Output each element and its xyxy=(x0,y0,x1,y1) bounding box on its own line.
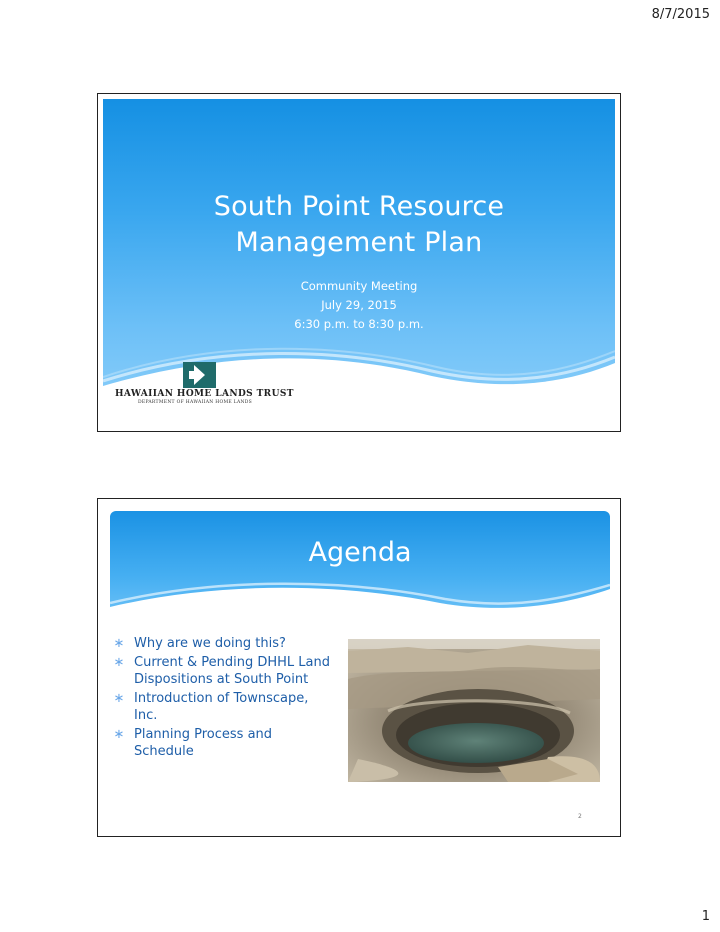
agenda-title: Agenda xyxy=(308,537,412,568)
agenda-header xyxy=(110,511,610,621)
slide-number: 2 xyxy=(578,813,582,820)
title-slide xyxy=(97,93,621,432)
asterisk-bullet-icon: ∗ xyxy=(113,727,125,742)
asterisk-bullet-icon: ∗ xyxy=(113,636,125,651)
list-item: ∗ Planning Process and Schedule xyxy=(104,726,332,760)
list-item: ∗ Why are we doing this? xyxy=(104,635,332,652)
slide-title xyxy=(103,189,615,261)
logo-subtext: DEPARTMENT OF HAWAIIAN HOME LANDS xyxy=(137,400,253,405)
page-date: 8/7/2015 xyxy=(651,7,710,22)
title-slide-background xyxy=(103,99,615,426)
subtitle-meeting: Community Meeting xyxy=(300,279,418,293)
list-item: ∗ Current & Pending DHHL Land Dispositions at South Point xyxy=(104,654,332,688)
agenda-slide xyxy=(97,498,621,837)
asterisk-bullet-icon: ∗ xyxy=(113,655,125,670)
subtitle-time: 6:30 p.m. to 8:30 p.m. xyxy=(294,317,424,331)
lava-sinkhole-photo xyxy=(348,639,600,782)
slide-title-line1: South Point Resource xyxy=(213,191,505,222)
page-number: 1 xyxy=(701,909,710,924)
hhl-trust-logo xyxy=(115,362,294,412)
wave-decoration xyxy=(110,581,610,621)
subtitle-date: July 29, 2015 xyxy=(321,298,397,312)
logo-mark-icon xyxy=(183,362,216,388)
logo-text: HAWAIIAN HOME LANDS TRUST xyxy=(115,389,294,399)
slide-title-line2: Management Plan xyxy=(235,227,483,258)
list-item: ∗ Introduction of Townscape, Inc. xyxy=(104,690,332,724)
agenda-list xyxy=(104,635,332,762)
asterisk-bullet-icon: ∗ xyxy=(113,691,125,706)
